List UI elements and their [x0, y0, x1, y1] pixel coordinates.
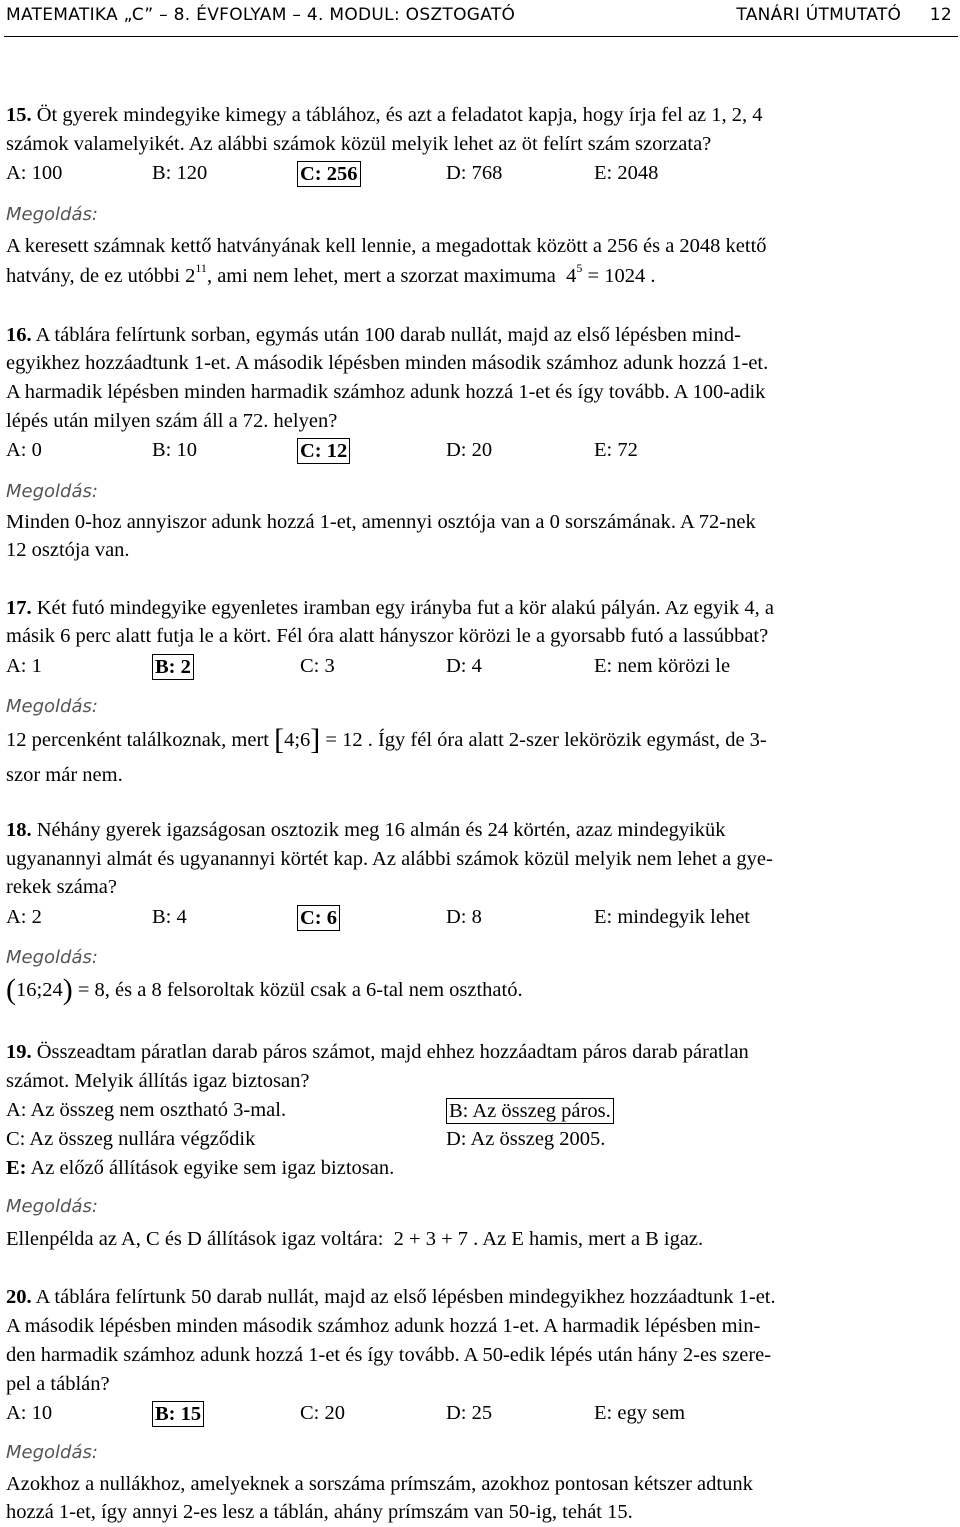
q18-option-a: A: 2	[6, 906, 42, 928]
q19-option-e-letter: E:	[6, 1157, 27, 1179]
lcm-open-bracket: [	[274, 723, 285, 756]
q15-solution-line1: A keresett számnak kettő hatványának kell lennie, a megadottak között a 256 és a 2048 kettő	[6, 235, 767, 257]
q18-option-c-correct: C: 6	[297, 905, 340, 931]
q15-exponent-5: 5	[576, 261, 583, 275]
q19-line1	[6, 1040, 749, 1064]
q15-option-d: D: 768	[446, 162, 503, 184]
q16-text1: A táblára felírtunk sorban, egymás után 100 darab nullát, majd az első lépésben mind-	[31, 324, 741, 346]
q15-option-c-correct: C: 256	[297, 161, 361, 187]
q20-solution-label: Megoldás:	[6, 1442, 98, 1463]
q18-solution-label: Megoldás:	[6, 947, 98, 968]
q15-solution-label: Megoldás:	[6, 204, 98, 225]
q20-line1	[6, 1285, 776, 1309]
q20-text1: A táblára felírtunk 50 darab nullát, majd az első lépésben mindegyikhez hozzáadtunk 1-et.	[31, 1286, 776, 1308]
header-module-title: MATEMATIKA „C” – 8. ÉVFOLYAM – 4. MODUL: OSZTOGATÓ	[6, 5, 516, 25]
q17-lcm-args: 4;6	[284, 729, 311, 751]
q15-option-e: E: 2048	[594, 162, 659, 184]
q19-solution-line1: Ellenpélda az A, C és D állítások igaz voltára: 2 + 3 + 7 . Az E hamis, mert a B igaz.	[6, 1228, 704, 1250]
q17-option-d: D: 4	[446, 655, 482, 677]
lcm-close-bracket: ]	[310, 723, 321, 756]
q20-solution-line2: hozzá 1-et, így annyi 2-es lesz a táblán, ahány prímszám van 50-ig, tehát 15.	[6, 1501, 633, 1523]
q19-option-e-text: Az előző állítások egyike sem igaz biztosan.	[26, 1157, 395, 1179]
q15-solution-line2	[6, 261, 656, 288]
q18-solution-line1	[6, 973, 523, 1006]
q20-line4: pel a táblán?	[6, 1373, 110, 1395]
q20-solution-line1: Azokhoz a nullákhoz, amelyeknek a sorszáma prímszám, azokhoz pontosan kétszer adtunk	[6, 1473, 753, 1495]
q16-line4: lépés után milyen szám áll a 72. helyen?	[6, 410, 338, 432]
q17-s1b: = 12 . Így fél óra alatt 2-szer lekörözik egymást, de 3-	[320, 729, 767, 751]
q18-gcd-args: 16;24	[16, 979, 63, 1001]
page-number: 12	[929, 5, 952, 25]
q20-option-e: E: egy sem	[594, 1402, 686, 1424]
q17-option-c: C: 3	[300, 655, 335, 677]
q18-text1: Néhány gyerek igazságosan osztozik meg 16 almán és 24 körtén, azaz mindegyikük	[31, 819, 726, 841]
q15-line2: számok valamelyikét. Az alábbi számok közül melyik lehet az öt felírt szám szorzata?	[6, 133, 712, 155]
q16-option-c-correct: C: 12	[297, 438, 350, 464]
q17-line2: másik 6 perc alatt futja le a kört. Fél óra alatt hányszor körözi le a gyorsabb futó a lassúbbat?	[6, 625, 769, 647]
q17-option-e: E: nem körözi le	[594, 655, 731, 677]
q16-solution-line2: 12 osztója van.	[6, 539, 130, 561]
q19-option-e	[6, 1156, 394, 1180]
q19-text1: Összeadtam páratlan darab páros számot, majd ehhez hozzáadtam páros darab páratlan	[31, 1041, 749, 1063]
q19-number: 19.	[6, 1041, 32, 1063]
q20-option-b-correct: B: 15	[152, 1401, 204, 1427]
q16-line3: A harmadik lépésben minden harmadik számhoz adunk hozzá 1-et és így tovább. A 100-adik	[6, 381, 766, 403]
q18-number: 18.	[6, 819, 32, 841]
q18-line2: ugyanannyi almát és ugyanannyi körtét kap. Az alábbi számok közül melyik nem lehet a gye-	[6, 848, 773, 870]
q18-line1	[6, 818, 726, 842]
q15-option-a: A: 100	[6, 162, 63, 184]
q16-option-a: A: 0	[6, 439, 42, 461]
q15-s2a: hatvány, de ez utóbbi 2	[6, 265, 196, 287]
q17-option-a: A: 1	[6, 655, 42, 677]
q16-option-b: B: 10	[152, 439, 197, 461]
q17-solution-line1	[6, 723, 767, 756]
q16-solution-line1: Minden 0-hoz annyiszor adunk hozzá 1-et, amennyi osztója van a 0 sorszámának. A 72-nek	[6, 511, 756, 533]
q18-option-e: E: mindegyik lehet	[594, 906, 750, 928]
q16-option-e: E: 72	[594, 439, 638, 461]
q15-s2b: , ami nem lehet, mert a szorzat maximuma 4	[206, 265, 577, 287]
q15-exponent-11: 11	[195, 261, 207, 275]
q20-option-d: D: 25	[446, 1402, 493, 1424]
header-guide-label: TANÁRI ÚTMUTATÓ	[736, 5, 902, 25]
q16-number: 16.	[6, 324, 32, 346]
gcd-open-paren: (	[6, 973, 16, 1006]
q19-solution-label: Megoldás:	[6, 1196, 98, 1217]
q20-option-c: C: 20	[300, 1402, 345, 1424]
header-rule	[4, 36, 958, 37]
header-right	[736, 5, 952, 25]
q19-line2: számot. Melyik állítás igaz biztosan?	[6, 1070, 310, 1092]
gcd-close-paren: )	[62, 973, 73, 1006]
q17-option-b-correct: B: 2	[152, 654, 194, 680]
q18-option-b: B: 4	[152, 906, 187, 928]
q20-option-a: A: 10	[6, 1402, 53, 1424]
q17-solution-label: Megoldás:	[6, 696, 98, 717]
q17-line1	[6, 596, 774, 620]
q17-number: 17.	[6, 597, 32, 619]
q16-line2: egyikhez hozzáadtunk 1-et. A második lépésben minden második számhoz adunk hozzá 1-et.	[6, 352, 769, 374]
q18-s1b: = 8, és a 8 felsoroltak közül csak a 6-tal nem osztható.	[72, 979, 523, 1001]
q15-text1: Öt gyerek mindegyike kimegy a táblához, és azt a feladatot kapja, hogy írja fel az 1, 2, 4	[31, 104, 763, 126]
q19-option-c: C: Az összeg nullára végződik	[6, 1128, 256, 1150]
q16-solution-label: Megoldás:	[6, 481, 98, 502]
q15-s2c: = 1024 .	[582, 265, 656, 287]
q19-option-a: A: Az összeg nem osztható 3-mal.	[6, 1099, 287, 1121]
q15-line1	[6, 103, 763, 127]
q19-option-d: D: Az összeg 2005.	[446, 1128, 606, 1150]
q19-option-b-correct: B: Az összeg páros.	[446, 1098, 614, 1124]
q15-option-b: B: 120	[152, 162, 208, 184]
q20-number: 20.	[6, 1286, 32, 1308]
q20-line3: den harmadik számhoz adunk hozzá 1-et és így tovább. A 50-edik lépés után hány 2-es szere-	[6, 1344, 772, 1366]
q16-line1	[6, 323, 741, 347]
page-header	[0, 0, 960, 32]
q20-line2: A második lépésben minden második számhoz adunk hozzá 1-et. A harmadik lépésben min-	[6, 1315, 761, 1337]
q15-number: 15.	[6, 104, 32, 126]
q18-option-d: D: 8	[446, 906, 482, 928]
q17-solution-line2: szor már nem.	[6, 764, 123, 786]
q16-option-d: D: 20	[446, 439, 493, 461]
q18-line3: rekek száma?	[6, 876, 117, 898]
q17-s1a: 12 percenként találkoznak, mert	[6, 729, 275, 751]
q17-text1: Két futó mindegyike egyenletes iramban egy irányba fut a kör alakú pályán. Az egyik 4, a	[31, 597, 774, 619]
